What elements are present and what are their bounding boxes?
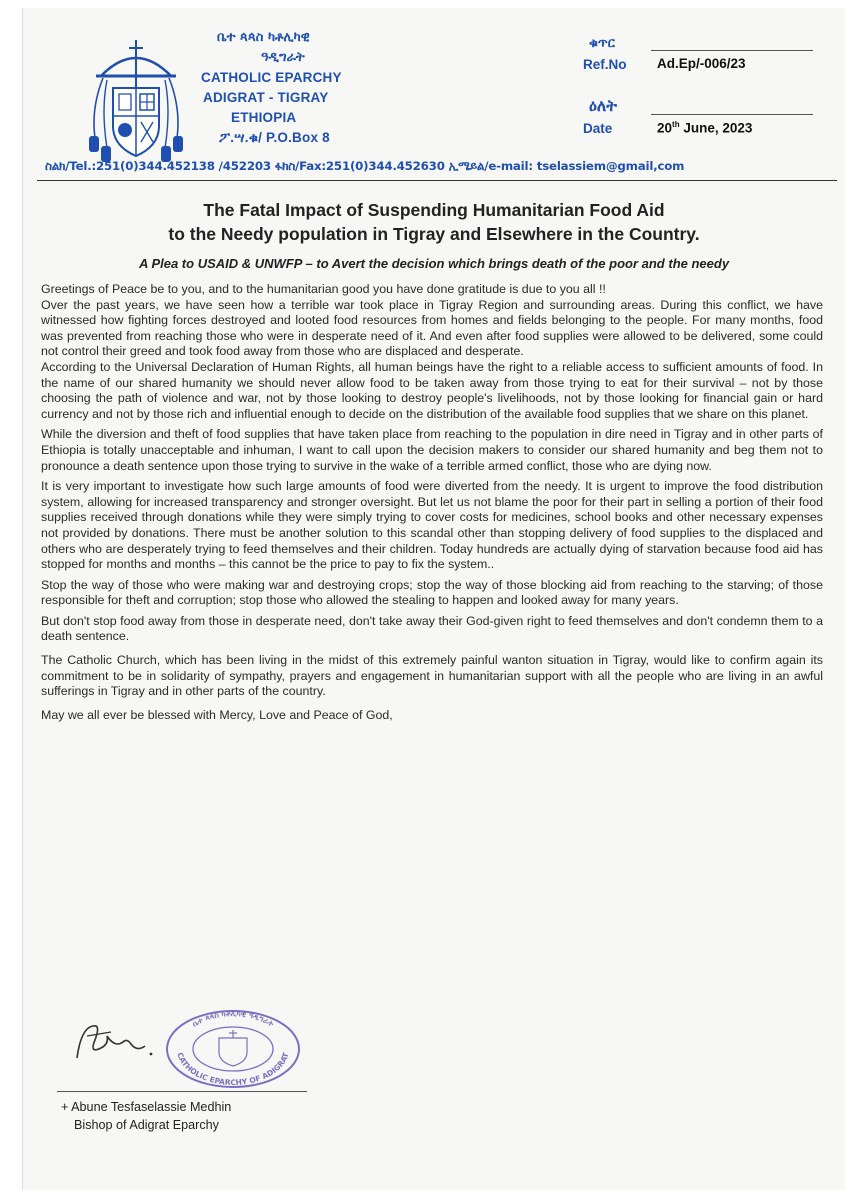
letter-body bbox=[41, 282, 823, 723]
letter-title-line-1: The Fatal Impact of Suspending Humanitarian Food Aid bbox=[203, 200, 665, 220]
org-geez-line-2: ዓዲግራት bbox=[261, 50, 305, 65]
letter-title-line-2: to the Needy population in Tigray and Elsewhere in the Country. bbox=[168, 224, 700, 244]
date-label-geez: ዕለት bbox=[589, 96, 618, 115]
signature-icon bbox=[71, 1018, 161, 1068]
coat-of-arms-icon bbox=[81, 38, 191, 168]
ref-label-geez: ቁጥር bbox=[589, 36, 615, 51]
date-label: Date bbox=[583, 121, 613, 136]
org-name-line-2: ADIGRAT - TIGRAY bbox=[203, 90, 329, 105]
org-geez-line-1: ቤተ ጳጳስ ካቶሊካዊ bbox=[217, 30, 310, 45]
seal-bottom-text: CATHOLIC EPARCHY OF ADIGRAT bbox=[175, 1051, 291, 1088]
letterhead-organization bbox=[201, 28, 421, 148]
ref-number: Ad.Ep/-006/23 bbox=[657, 56, 746, 71]
paragraph-blessing: May we all ever be blessed with Mercy, Love and Peace of God, bbox=[41, 707, 393, 722]
org-name-line-1: CATHOLIC EPARCHY bbox=[201, 70, 342, 85]
signatory-name: + Abune Tesfaselassie Medhin bbox=[61, 1100, 232, 1114]
paragraph: According to the Universal Declaration of Human Rights, all human beings have the right to a reliable access to sufficient amounts of food. In the name of our shared humanity we should never allow food to be taken away from those trying to eat for their survival – not by those choosing the path of violence and war, not by those looking to destroy people's livelihoods, not by those looking for financial gain or hard currency and not by those rich and influential enough to decide on the distribution of the available food supplies that we share on this planet. bbox=[41, 359, 823, 421]
paragraph: Stop the way of those who were making war and destroying crops; stop the way of those blocking aid from reaching to the starving; of those responsible for theft and corruption; stop those who allowed the stealing to happen and looked away for many years. bbox=[41, 577, 823, 608]
org-name-line-3: ETHIOPIA bbox=[231, 110, 297, 125]
letter-page bbox=[22, 8, 845, 1190]
letterhead-reference bbox=[583, 34, 813, 140]
svg-text:ቤተ ጳጳስ ካቶሊካዊ ዓዲግራት bbox=[191, 1008, 276, 1029]
po-box: ፖ.ሣ.ቁ/ P.O.Box 8 bbox=[219, 130, 330, 145]
letterhead-divider bbox=[37, 180, 837, 181]
signature-line bbox=[57, 1091, 307, 1092]
paragraph: It is very important to investigate how such large amounts of food were diverted from the needy. It is urgent to improve the food distribution system, allowing for increased transparency and stronger oversight. But let us not blame the poor for their part in selling a portion of their food supplies received through donations while they were simply trying to cover costs for medicines, school books and other necessary expenses not provided by donations. There must be another solution to this scandal other than stopping delivery of food supplies to the displaced and others who are desperately trying to feed themselves and their children. Today hundreds are actually dying of starvation because food aid has stopped for months and months – this cannot be the price to pay to fix the system.. bbox=[41, 479, 823, 572]
paragraph: But don't stop food away from those in desperate need, don't take away their God-given right to feed themselves and don't condemn them to a death sentence. bbox=[41, 613, 823, 644]
seal-top-text: ቤተ ጳጳስ ካቶሊካዊ ዓዲግራት bbox=[190, 1008, 276, 1029]
signatory-title: Bishop of Adigrat Eparchy bbox=[74, 1118, 219, 1132]
letter-subtitle: A Plea to USAID & UNWFP – to Avert the decision which brings death of the poor and the needy bbox=[138, 256, 730, 271]
svg-text:CATHOLIC EPARCHY OF ADIGRAT bbox=[175, 1051, 290, 1087]
paragraph: While the diversion and theft of food supplies that have taken place from reaching to the population in dire need in Tigray and in other parts of Ethiopia is totally unacceptable and inhuman, I want to call upon the decision makers to consider our shared humanity and beg them not to pronounce a death sentence upon those trying to survive in the wake of a terrible armed conflict, those who are dying now. bbox=[41, 427, 823, 473]
paragraph: The Catholic Church, which has been living in the midst of this extremely painful wanton situation in Tigray, would like to confirm again its commitment to be in solidarity of sympathy, prayers and engagement in humanitarian support with all the people who are living in an awful sufferings in Tigray and in other parts of the country. bbox=[41, 653, 823, 699]
official-seal-icon bbox=[163, 1008, 303, 1090]
ref-label: Ref.No bbox=[583, 57, 627, 72]
paragraph-greeting: Greetings of Peace be to you, and to the humanitarian good you have done gratitude is due to you all !! bbox=[41, 282, 606, 296]
date-value: 20th June, 2023 bbox=[657, 120, 753, 136]
paragraph: Over the past years, we have seen how a terrible war took place in Tigray Region and surrounding areas. During this conflict, we have witnessed how fighting forces destroyed and looted food resources from homes and fields belonging to the people. For many months, food was prevented from reaching those who were in desperate need of it. And even after food supplies were allowed to be delivered, some could not control their greed and took food away from those who are displaced and desperate. bbox=[41, 297, 823, 359]
contact-info: ስልክ/Tel.:251(0)344.452138 /452203 ፋክስ/Fax:251(0)344.452630 ኢሜይል/e-mail: tselassiem@gmail,com bbox=[45, 159, 685, 173]
